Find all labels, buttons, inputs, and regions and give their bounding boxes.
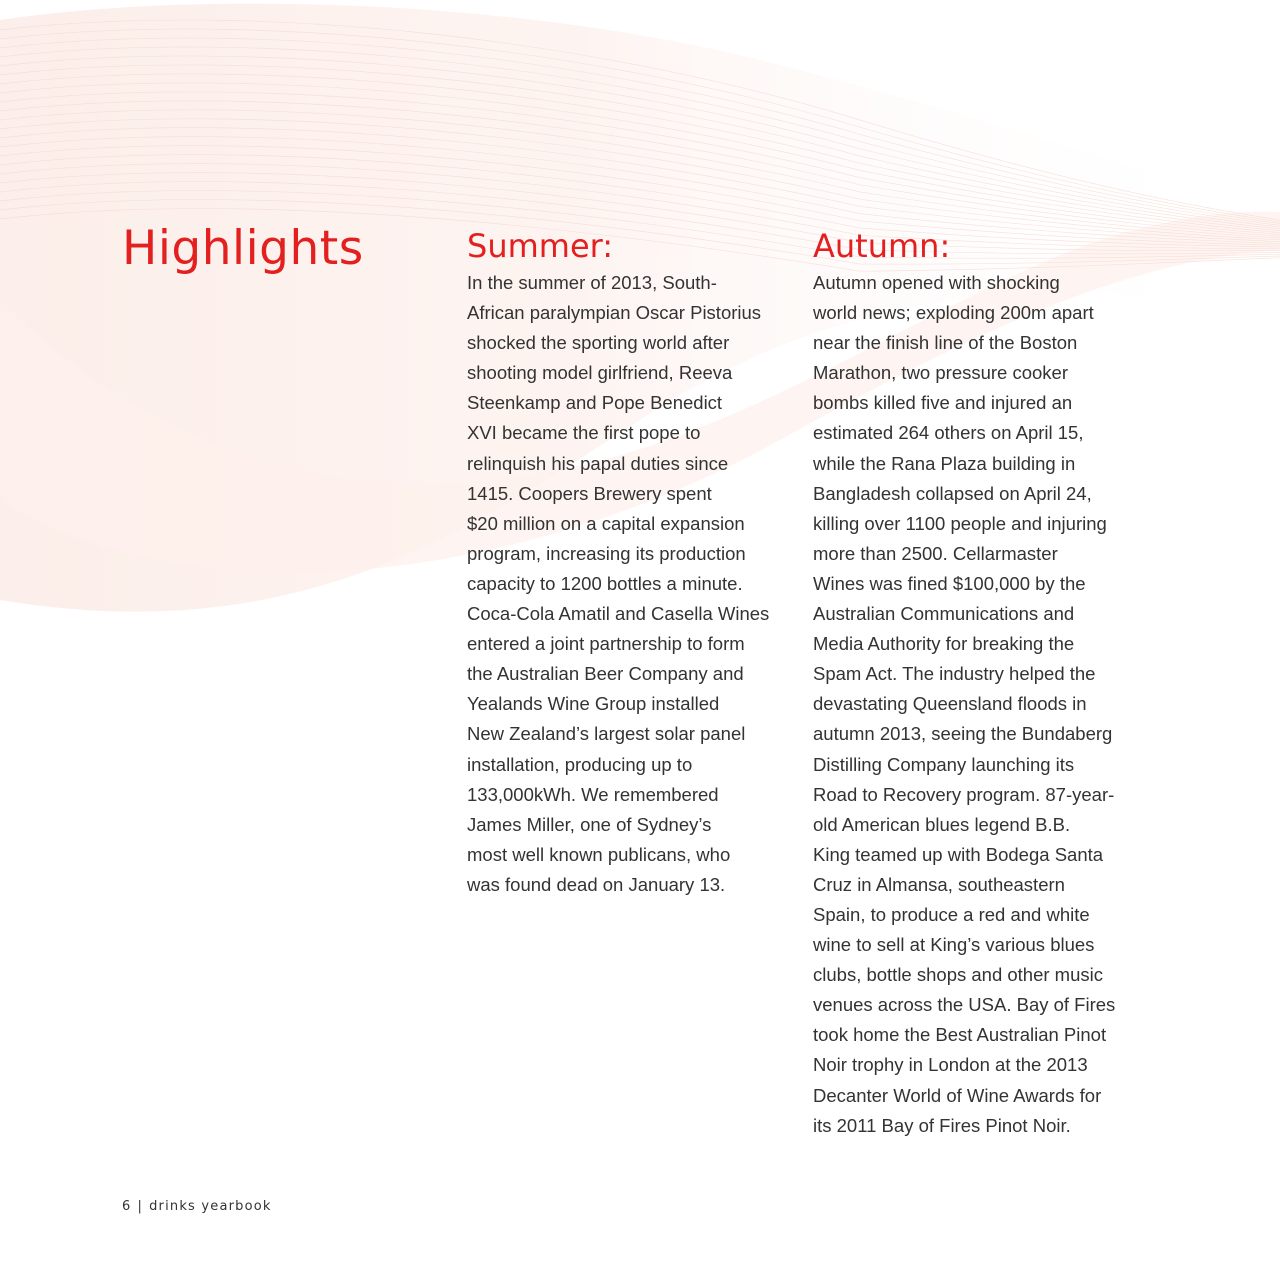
text-line: Road to Recovery program. 87-year- <box>813 783 1115 805</box>
text-line: Wines was fined $100,000 by the <box>813 572 1086 594</box>
text-line: 1415. Coopers Brewery spent <box>467 482 712 504</box>
text-line: relinquish his papal duties since <box>467 452 729 474</box>
text-line: Media Authority for breaking the <box>813 633 1075 655</box>
text-line: took home the Best Australian Pinot <box>813 1024 1107 1046</box>
text-line: Autumn opened with shocking <box>813 272 1060 293</box>
text-line: King teamed up with Bodega Santa <box>813 843 1104 865</box>
text-line: Noir trophy in London at the 2013 <box>813 1054 1088 1076</box>
text-line: Spain, to produce a red and white <box>813 903 1090 925</box>
text-line: shooting model girlfriend, Reeva <box>467 362 733 384</box>
text-line: Yealands Wine Group installed <box>467 693 720 715</box>
footer-separator: | <box>137 1199 144 1214</box>
autumn-body <box>813 268 1143 1141</box>
text-line: was found dead on January 13. <box>467 873 726 895</box>
text-line: Decanter World of Wine Awards for <box>813 1084 1102 1106</box>
page-footer <box>122 1197 272 1217</box>
text-line: bombs killed five and injured an <box>813 392 1073 414</box>
text-line: Steenkamp and Pope Benedict <box>467 392 723 414</box>
text-line: near the finish line of the Boston <box>813 332 1078 354</box>
text-line: James Miller, one of Sydney’s <box>467 813 712 835</box>
text-line: its 2011 Bay of Fires Pinot Noir. <box>813 1114 1071 1136</box>
text-line: capacity to 1200 bottles a minute. <box>467 572 743 594</box>
text-line: while the Rana Plaza building in <box>813 452 1076 474</box>
text-line: In the summer of 2013, South- <box>467 272 717 293</box>
text-line: XVI became the first pope to <box>467 422 701 444</box>
text-line: African paralympian Oscar Pistorius <box>467 302 762 324</box>
text-line: 133,000kWh. We remembered <box>467 783 719 805</box>
text-line: venues across the USA. Bay of Fires <box>813 994 1116 1016</box>
text-line: Cruz in Almansa, southeastern <box>813 873 1065 895</box>
text-line: estimated 264 others on April 15, <box>813 422 1084 444</box>
text-line: Distilling Company launching its <box>813 753 1075 775</box>
text-line: shocked the sporting world after <box>467 332 730 354</box>
text-line: autumn 2013, seeing the Bundaberg <box>813 723 1113 745</box>
text-line: world news; exploding 200m apart <box>813 302 1094 324</box>
text-line: Bangladesh collapsed on April 24, <box>813 482 1092 504</box>
text-line: New Zealand’s largest solar panel <box>467 723 746 745</box>
summer-heading: Summer: <box>467 227 613 265</box>
text-line: more than 2500. Cellarmaster <box>813 542 1058 564</box>
summer-body <box>467 268 793 900</box>
text-line: devastating Queensland floods in <box>813 693 1087 715</box>
publication-name: drinks yearbook <box>149 1199 272 1214</box>
text-line: Marathon, two pressure cooker <box>813 362 1069 384</box>
text-line: Coca-Cola Amatil and Casella Wines <box>467 603 770 625</box>
text-line: old American blues legend B.B. <box>813 813 1071 835</box>
text-line: installation, producing up to <box>467 753 693 775</box>
text-line: the Australian Beer Company and <box>467 663 744 685</box>
text-line: most well known publicans, who <box>467 843 731 865</box>
text-line: entered a joint partnership to form <box>467 633 745 655</box>
text-line: Spam Act. The industry helped the <box>813 663 1096 685</box>
text-line: killing over 1100 people and injuring <box>813 512 1107 534</box>
text-line: $20 million on a capital expansion <box>467 512 745 534</box>
page-title: Highlights <box>122 221 364 276</box>
text-line: Australian Communications and <box>813 603 1075 625</box>
autumn-heading: Autumn: <box>813 227 951 265</box>
summer-column <box>467 224 793 900</box>
text-line: program, increasing its production <box>467 542 746 564</box>
text-line: clubs, bottle shops and other music <box>813 964 1103 986</box>
text-line: wine to sell at King’s various blues <box>813 934 1095 956</box>
autumn-column <box>813 224 1143 1141</box>
page-number: 6 <box>122 1199 132 1214</box>
